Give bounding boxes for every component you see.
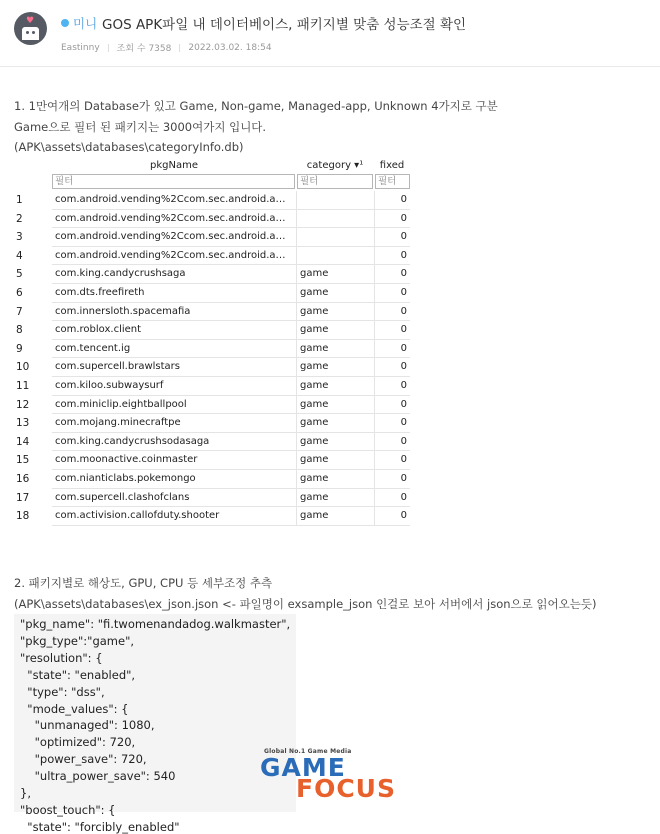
meta-separator bbox=[179, 44, 180, 52]
watermark-word-game: GAME bbox=[260, 753, 346, 782]
cell-category: game bbox=[296, 396, 374, 415]
row-number: 13 bbox=[16, 417, 30, 430]
cell-pkgname: com.android.vending%2Ccom.sec.android.a… bbox=[52, 247, 296, 266]
row-number: 4 bbox=[16, 249, 23, 262]
cell-category: game bbox=[296, 377, 374, 396]
table-row[interactable] bbox=[14, 321, 414, 340]
cell-pkgname: com.moonactive.coinmaster bbox=[52, 451, 296, 470]
cell-category: game bbox=[296, 433, 374, 452]
cell-fixed: 0 bbox=[374, 396, 410, 415]
cell-category bbox=[296, 210, 374, 229]
row-number: 5 bbox=[16, 268, 23, 281]
table-row[interactable] bbox=[14, 396, 414, 415]
table-row[interactable] bbox=[14, 470, 414, 489]
meta-separator bbox=[108, 44, 109, 52]
code-line: }, bbox=[20, 786, 31, 800]
table-row[interactable] bbox=[14, 303, 414, 322]
cell-category: game bbox=[296, 303, 374, 322]
cell-fixed: 0 bbox=[374, 470, 410, 489]
code-line: "optimized": 720, bbox=[20, 735, 136, 750]
cell-fixed: 0 bbox=[374, 247, 410, 266]
cell-pkgname: com.tencent.ig bbox=[52, 340, 296, 359]
cell-fixed: 0 bbox=[374, 340, 410, 359]
cell-pkgname: com.android.vending%2Ccom.sec.android.a… bbox=[52, 191, 296, 210]
cell-fixed: 0 bbox=[374, 321, 410, 340]
cell-category bbox=[296, 228, 374, 247]
column-header-pkgname[interactable]: pkgName bbox=[150, 160, 198, 171]
post-views: 조회 수 7358 bbox=[116, 44, 172, 54]
post-source: Eastinny bbox=[61, 42, 100, 53]
post-title: GOS APK파일 내 데이터베이스, 패키지별 맞춤 성능조절 확인 bbox=[102, 17, 467, 33]
cell-fixed: 0 bbox=[374, 191, 410, 210]
cell-pkgname: com.supercell.clashofclans bbox=[52, 489, 296, 508]
body-line-1: 1. 1만여개의 Database가 있고 Game, Non-game, Managed-app, Unknown 4가지로 구분 bbox=[14, 99, 498, 113]
row-number: 12 bbox=[16, 398, 30, 411]
cell-fixed: 0 bbox=[374, 228, 410, 247]
cell-category: game bbox=[296, 470, 374, 489]
cell-category: game bbox=[296, 489, 374, 508]
cell-fixed: 0 bbox=[374, 358, 410, 377]
header-divider bbox=[0, 66, 660, 67]
heart-icon: ♥ bbox=[26, 16, 35, 26]
filter-input-pkgname[interactable]: 필터 bbox=[52, 174, 295, 189]
column-header-category[interactable]: category ▾¹ bbox=[306, 160, 364, 171]
cell-pkgname: com.miniclip.eightballpool bbox=[52, 396, 296, 415]
cell-pkgname: com.android.vending%2Ccom.sec.android.a… bbox=[52, 210, 296, 229]
cell-pkgname: com.kiloo.subwaysurf bbox=[52, 377, 296, 396]
code-line: "resolution": { bbox=[20, 650, 103, 665]
row-number: 8 bbox=[16, 324, 23, 337]
code-line: "pkg_type":"game", bbox=[20, 633, 135, 648]
row-number: 6 bbox=[16, 287, 23, 299]
watermark-tagline: Global No.1 Game Media bbox=[264, 748, 352, 755]
table-row[interactable] bbox=[14, 210, 414, 229]
avatar-eye bbox=[26, 31, 29, 34]
filter-input-fixed[interactable]: 필터 bbox=[375, 174, 410, 189]
table-row[interactable] bbox=[14, 358, 414, 377]
cell-category bbox=[296, 191, 374, 210]
code-line: "state": "enabled", bbox=[20, 667, 136, 682]
cell-category: game bbox=[296, 507, 374, 526]
code-line: "unmanaged": 1080, bbox=[20, 718, 155, 733]
cell-pkgname: com.king.candycrushsaga bbox=[52, 265, 296, 284]
code-line: "type": "dss", bbox=[20, 684, 105, 699]
column-header-fixed[interactable]: fixed bbox=[379, 160, 405, 171]
cell-pkgname: com.innersloth.spacemafia bbox=[52, 303, 296, 322]
body-line-4: 2. 패키지별로 해상도, GPU, CPU 등 세부조정 추측 bbox=[14, 576, 273, 590]
table-row[interactable] bbox=[14, 228, 414, 247]
cell-category: game bbox=[296, 321, 374, 340]
cell-pkgname: com.mojang.minecraftpe bbox=[52, 414, 296, 433]
user-status-dot-icon bbox=[61, 19, 69, 27]
table-row[interactable] bbox=[14, 284, 414, 303]
cell-category: game bbox=[296, 265, 374, 284]
table-row[interactable] bbox=[14, 507, 414, 526]
cell-fixed: 0 bbox=[374, 303, 410, 322]
post-date: 2022.03.02. 18:54 bbox=[188, 42, 272, 53]
cell-category: game bbox=[296, 414, 374, 433]
cell-pkgname: com.nianticlabs.pokemongo bbox=[52, 470, 296, 489]
cell-category: game bbox=[296, 284, 374, 303]
cell-fixed: 0 bbox=[374, 433, 410, 452]
table-row[interactable] bbox=[14, 191, 414, 210]
cell-fixed: 0 bbox=[374, 507, 410, 526]
avatar[interactable] bbox=[14, 12, 47, 45]
post-meta bbox=[61, 41, 272, 54]
table-row[interactable] bbox=[14, 451, 414, 470]
body-line-3: (APK\assets\databases\categoryInfo.db) bbox=[14, 140, 244, 154]
table-row[interactable] bbox=[14, 433, 414, 452]
body-line-2: Game으로 필터 된 패키지는 3000여가지 입니다. bbox=[14, 120, 267, 134]
cell-pkgname: com.king.candycrushsodasaga bbox=[52, 433, 296, 452]
row-number: 15 bbox=[16, 454, 30, 467]
code-line: "mode_values": { bbox=[20, 701, 129, 716]
code-line: "ultra_power_save": 540 bbox=[20, 769, 176, 784]
cell-fixed: 0 bbox=[374, 414, 410, 433]
cell-fixed: 0 bbox=[374, 377, 410, 396]
cell-category: game bbox=[296, 451, 374, 470]
cell-fixed: 0 bbox=[374, 489, 410, 508]
table-row[interactable] bbox=[14, 265, 414, 284]
row-number: 16 bbox=[16, 473, 30, 485]
code-line: "power_save": 720, bbox=[20, 752, 147, 767]
table-row[interactable] bbox=[14, 247, 414, 266]
row-number: 7 bbox=[16, 305, 23, 318]
avatar-eye bbox=[32, 31, 35, 34]
row-number: 11 bbox=[16, 380, 30, 392]
code-line: "state": "forcibly_enabled" bbox=[20, 819, 180, 834]
table-row[interactable] bbox=[14, 377, 414, 396]
row-number: 18 bbox=[16, 510, 30, 523]
gamefocus-watermark-logo bbox=[258, 748, 408, 804]
cell-fixed: 0 bbox=[374, 284, 410, 303]
table-row[interactable] bbox=[14, 340, 414, 359]
row-number: 1 bbox=[16, 194, 23, 206]
cell-pkgname: com.dts.freefireth bbox=[52, 284, 296, 303]
watermark-word-focus: FOCUS bbox=[296, 774, 396, 803]
cell-pkgname: com.android.vending%2Ccom.sec.android.a… bbox=[52, 228, 296, 247]
cell-pkgname: com.activision.callofduty.shooter bbox=[52, 507, 296, 526]
cell-pkgname: com.supercell.brawlstars bbox=[52, 358, 296, 377]
row-number: 10 bbox=[16, 361, 30, 374]
cell-fixed: 0 bbox=[374, 451, 410, 470]
json-code-block bbox=[14, 614, 296, 834]
table-row[interactable] bbox=[14, 489, 414, 508]
row-number: 17 bbox=[16, 491, 30, 504]
cell-category: game bbox=[296, 358, 374, 377]
post-header bbox=[0, 0, 660, 66]
cell-fixed: 0 bbox=[374, 210, 410, 229]
row-number: 3 bbox=[16, 231, 23, 244]
cell-category: game bbox=[296, 340, 374, 359]
row-number: 2 bbox=[16, 212, 23, 225]
row-number: 9 bbox=[16, 342, 23, 355]
code-line: "pkg_name": "fi.twomenandadog.walkmaster", bbox=[20, 617, 291, 631]
body-line-5: (APK\assets\databases\ex_json.json <- 파일명이 exsample_json 인걸로 보아 서버에서 json으로 읽어오는듯) bbox=[14, 597, 597, 611]
cell-category bbox=[296, 247, 374, 266]
code-line: "boost_touch": { bbox=[20, 802, 116, 817]
avatar-face bbox=[22, 27, 39, 40]
filter-input-category[interactable]: 필터 bbox=[297, 174, 373, 189]
row-number: 14 bbox=[16, 435, 30, 448]
cell-fixed: 0 bbox=[374, 265, 410, 284]
cell-pkgname: com.roblox.client bbox=[52, 321, 296, 340]
author-nickname[interactable]: 미니 bbox=[73, 16, 98, 31]
table-row[interactable] bbox=[14, 414, 414, 433]
